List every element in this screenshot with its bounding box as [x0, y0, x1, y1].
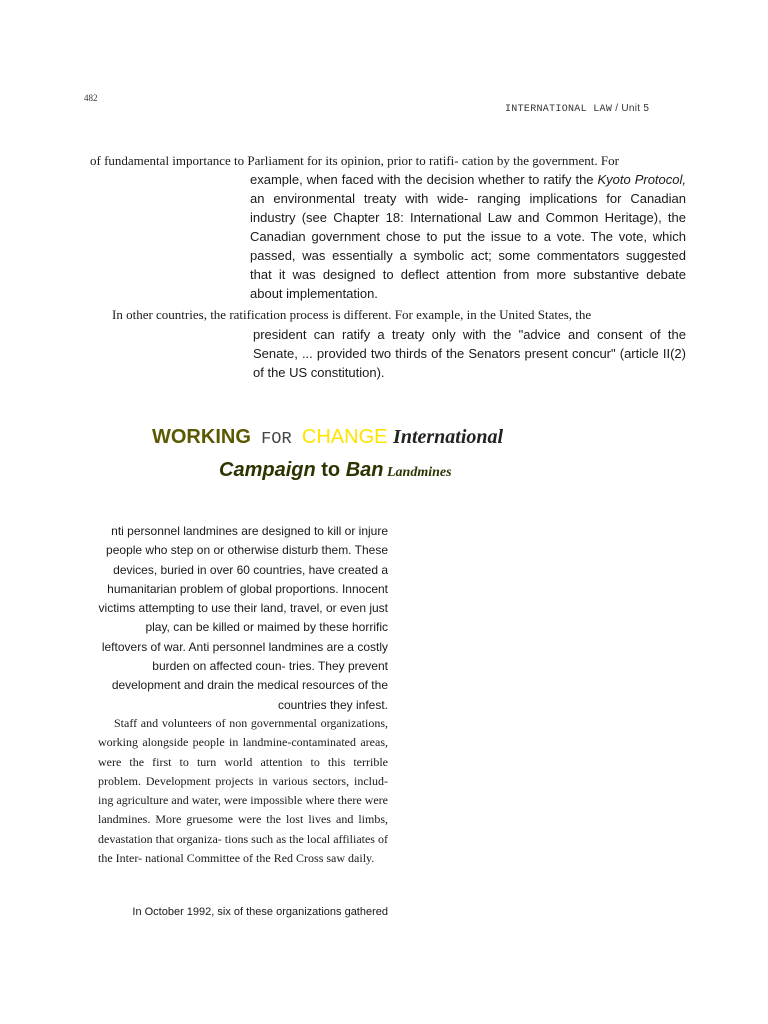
intro-text-a: example, when faced with the decision whether to ratify the — [250, 172, 598, 187]
intro-paragraph-1 — [250, 170, 686, 303]
title-for: FOR — [250, 430, 302, 449]
unit-label: / Unit 5 — [612, 103, 650, 114]
feature-subtitle — [219, 457, 452, 486]
feature-paragraph-3: In October 1992, six of these organizations gathered — [132, 906, 388, 918]
subtitle-landmines: Landmines — [383, 465, 452, 480]
intro-text-b: an environmental treaty with wide- ranging implications for Canadian industry (see Chapter 18: International Law and Common Heritage), the Canadian government chose to put the issue to a vote. The vote, which passed, was essentially a symbolic act; some commentators suggested that it was designed to deflect attention from more substantive debate about implementation. — [250, 191, 686, 301]
subtitle-ban: Ban — [345, 459, 384, 481]
kyoto-protocol-term: Kyoto Protocol, — [597, 172, 687, 187]
subtitle-to: to — [315, 459, 346, 481]
running-header — [505, 103, 649, 115]
title-change: CHANGE — [301, 426, 394, 448]
title-working: WORKING — [152, 426, 251, 448]
feature-paragraph-1: nti personnel landmines are designed to kill or injure people who step on or otherwise disturb them. These devices, buried in over 60 countries, have created a humanitarian problem of global proportions. Innocent victims attempting to use their land, travel, or even just play, can be killed or maimed by these horrific leftovers of war. Anti personnel landmines are a costly burden on affected coun- tries. They prevent development and drain the medical resources of the countries they infest. — [98, 524, 388, 712]
title-international: International — [393, 426, 504, 448]
intro-paragraph-2-first-line: In other countries, the ratification process is different. For example, in the United States, the — [112, 307, 592, 322]
feature-paragraph-2: Staff and volunteers of non governmental organizations, working alongside people in landmine-contaminated areas, were the first to turn world attention to this terrible problem. Development projects in various sectors, includ- ing agriculture and water, were impossible where there were landmines. More gruesome were the lost lives and limbs, devastation that organiza- tions such as the local affiliates of the Inter- national Committee of the Red Cross saw daily. — [98, 716, 388, 866]
feature-title — [152, 424, 503, 453]
page-number: 482 — [84, 93, 98, 103]
subtitle-campaign: Campaign — [219, 459, 316, 481]
intro-paragraph-1-first-line: of fundamental importance to Parliament for its opinion, prior to ratifi- cation by the government. For — [90, 153, 619, 168]
running-title: INTERNATIONAL LAW — [505, 104, 613, 115]
intro-paragraph-2: president can ratify a treaty only with the "advice and consent of the Senate, ... provided two thirds of the Senators present concur" (article II(2) of the US constitution). — [253, 327, 686, 380]
